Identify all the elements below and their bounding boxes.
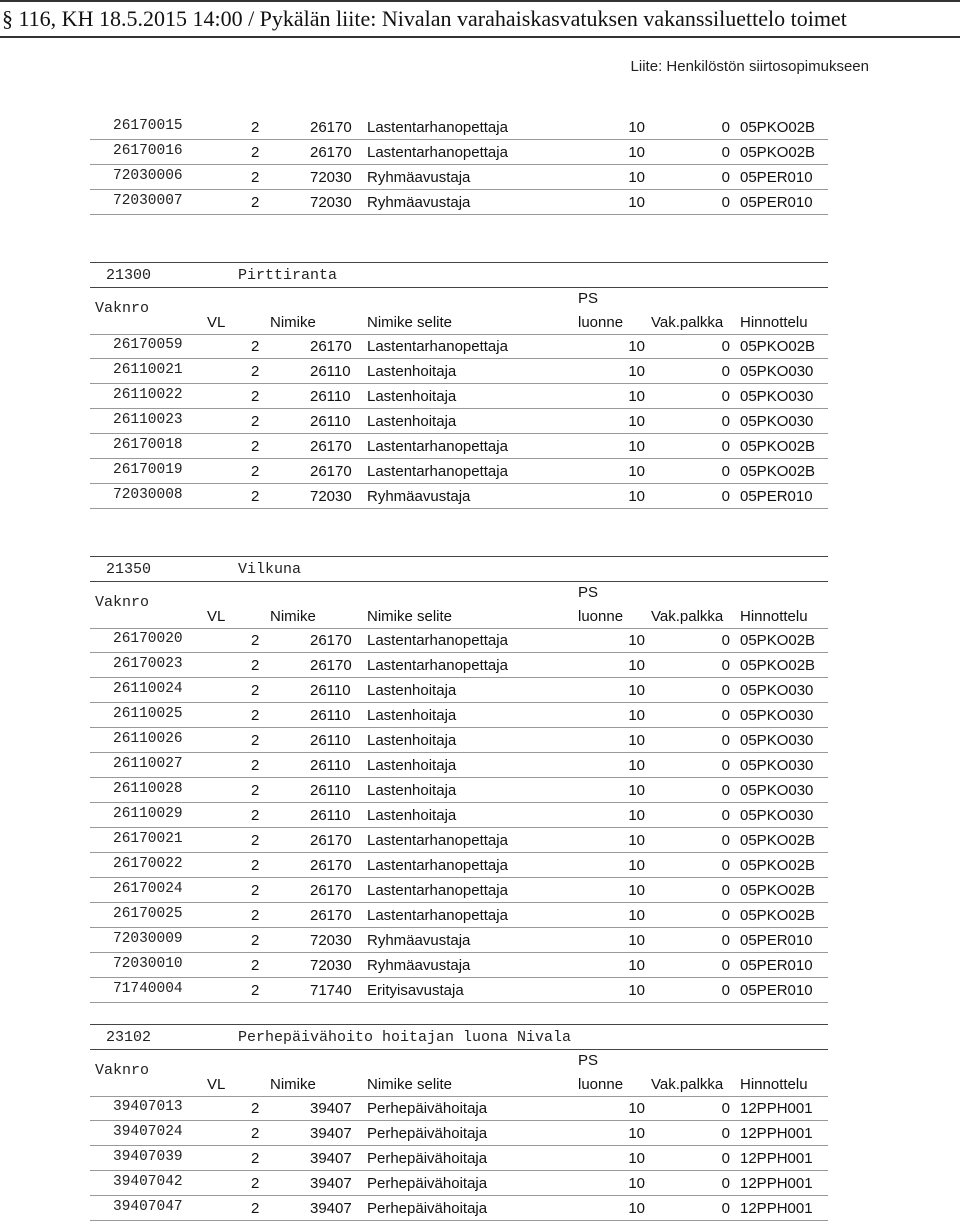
pricing-code: 05PER010 xyxy=(740,169,813,186)
col-luonne: luonne xyxy=(578,608,624,625)
title-code: 72030 xyxy=(310,169,352,186)
title-description: Lastentarhanopettaja xyxy=(367,144,508,161)
title-code: 26110 xyxy=(310,807,351,824)
col-ps: PS xyxy=(578,290,599,307)
pricing-code: 05PER010 xyxy=(740,982,813,999)
table-row xyxy=(90,928,828,953)
ps-nature: 10 xyxy=(628,882,645,899)
table-row xyxy=(90,1096,828,1121)
col-vak-palkka: Vak.palkka xyxy=(651,608,724,625)
vacancy-number: 26170019 xyxy=(113,462,183,478)
pricing-code: 05PKO02B xyxy=(740,907,816,924)
col-nimike: Nimike xyxy=(270,1076,316,1093)
title-description: Lastentarhanopettaja xyxy=(367,907,508,924)
title-code: 72030 xyxy=(310,957,352,974)
vacancy-number: 72030006 xyxy=(113,168,183,184)
column-header xyxy=(90,286,828,335)
vacancy-number: 26110027 xyxy=(113,756,183,772)
pricing-code: 05PKO02B xyxy=(740,632,816,649)
vl-value: 2 xyxy=(251,932,260,949)
pricing-code: 05PKO030 xyxy=(740,413,814,430)
title-description: Lastentarhanopettaja xyxy=(367,857,508,874)
vl-value: 2 xyxy=(251,807,260,824)
vacancy-salary: 0 xyxy=(721,413,730,430)
unit-code: 23102 xyxy=(106,1029,152,1046)
col-vaknro: Vaknro xyxy=(95,1062,150,1079)
vacancy-salary: 0 xyxy=(721,1200,730,1217)
unit-name: Vilkuna xyxy=(238,561,302,578)
unit-header xyxy=(90,556,828,582)
ps-nature: 10 xyxy=(628,144,645,161)
table-row xyxy=(90,334,828,359)
title-description: Lastentarhanopettaja xyxy=(367,882,508,899)
vl-value: 2 xyxy=(251,194,260,211)
table-row xyxy=(90,878,828,903)
pricing-code: 05PKO02B xyxy=(740,832,816,849)
vl-value: 2 xyxy=(251,782,260,799)
vl-value: 2 xyxy=(251,657,260,674)
title-description: Lastenhoitaja xyxy=(367,388,457,405)
title-description: Lastenhoitaja xyxy=(367,732,457,749)
title-code: 26110 xyxy=(310,363,351,380)
ps-nature: 10 xyxy=(628,707,645,724)
title-description: Perhepäivähoitaja xyxy=(367,1100,488,1117)
title-description: Lastentarhanopettaja xyxy=(367,338,508,355)
vacancy-number: 26110025 xyxy=(113,706,183,722)
table-row xyxy=(90,190,828,215)
title-description: Ryhmäavustaja xyxy=(367,194,471,211)
vacancy-salary: 0 xyxy=(721,169,730,186)
table-row xyxy=(90,1121,828,1146)
vacancy-number: 26170018 xyxy=(113,437,183,453)
vl-value: 2 xyxy=(251,363,260,380)
vl-value: 2 xyxy=(251,907,260,924)
column-header xyxy=(90,1048,828,1097)
table-row xyxy=(90,384,828,409)
col-vak-palkka: Vak.palkka xyxy=(651,314,724,331)
table-row xyxy=(90,728,828,753)
title-code: 26170 xyxy=(310,632,352,649)
vacancy-number: 26110021 xyxy=(113,362,183,378)
pricing-code: 05PKO030 xyxy=(740,807,814,824)
title-description: Erityisavustaja xyxy=(367,982,464,999)
title-code: 26110 xyxy=(310,757,351,774)
pricing-code: 05PKO030 xyxy=(740,363,814,380)
vacancy-salary: 0 xyxy=(721,119,730,136)
vacancy-salary: 0 xyxy=(721,907,730,924)
vl-value: 2 xyxy=(251,957,260,974)
vacancy-number: 72030008 xyxy=(113,487,183,503)
ps-nature: 10 xyxy=(628,932,645,949)
vl-value: 2 xyxy=(251,982,260,999)
title-description: Ryhmäavustaja xyxy=(367,169,471,186)
vacancy-salary: 0 xyxy=(721,757,730,774)
vl-value: 2 xyxy=(251,119,260,136)
vacancy-number: 26170024 xyxy=(113,881,183,897)
title-description: Lastentarhanopettaja xyxy=(367,632,508,649)
vl-value: 2 xyxy=(251,882,260,899)
pricing-code: 05PKO030 xyxy=(740,707,814,724)
title-code: 39407 xyxy=(310,1200,352,1217)
table-row xyxy=(90,115,828,140)
title-code: 39407 xyxy=(310,1175,352,1192)
title-description: Lastenhoitaja xyxy=(367,757,457,774)
title-code: 26110 xyxy=(310,707,351,724)
table-row xyxy=(90,1196,828,1221)
title-description: Ryhmäavustaja xyxy=(367,932,471,949)
title-code: 26170 xyxy=(310,438,352,455)
title-code: 26170 xyxy=(310,832,352,849)
pricing-code: 05PKO02B xyxy=(740,438,816,455)
vacancy-number: 26110026 xyxy=(113,731,183,747)
table-row xyxy=(90,434,828,459)
ps-nature: 10 xyxy=(628,463,645,480)
pricing-code: 05PKO02B xyxy=(740,657,816,674)
vl-value: 2 xyxy=(251,707,260,724)
vacancy-salary: 0 xyxy=(721,807,730,824)
title-description: Lastenhoitaja xyxy=(367,807,457,824)
title-code: 26170 xyxy=(310,907,352,924)
title-description: Perhepäivähoitaja xyxy=(367,1200,488,1217)
title-description: Perhepäivähoitaja xyxy=(367,1175,488,1192)
vl-value: 2 xyxy=(251,438,260,455)
vacancy-salary: 0 xyxy=(721,144,730,161)
unit-name: Pirttiranta xyxy=(238,267,338,284)
table-row xyxy=(90,978,828,1003)
vacancy-salary: 0 xyxy=(721,388,730,405)
pricing-code: 12PPH001 xyxy=(740,1200,813,1217)
col-hinnottelu: Hinnottelu xyxy=(740,608,808,625)
title-code: 26170 xyxy=(310,119,352,136)
vl-value: 2 xyxy=(251,488,260,505)
title-code: 71740 xyxy=(310,982,352,999)
pricing-code: 05PKO030 xyxy=(740,682,814,699)
col-vak-palkka: Vak.palkka xyxy=(651,1076,724,1093)
title-code: 72030 xyxy=(310,194,352,211)
vl-value: 2 xyxy=(251,757,260,774)
ps-nature: 10 xyxy=(628,1150,645,1167)
pricing-code: 05PER010 xyxy=(740,957,813,974)
col-vl: VL xyxy=(207,608,226,625)
ps-nature: 10 xyxy=(628,388,645,405)
vacancy-salary: 0 xyxy=(721,882,730,899)
vacancy-salary: 0 xyxy=(721,438,730,455)
title-code: 26170 xyxy=(310,338,352,355)
vacancy-number: 26110022 xyxy=(113,387,183,403)
vacancy-number: 26170021 xyxy=(113,831,183,847)
pricing-code: 12PPH001 xyxy=(740,1150,813,1167)
col-vaknro: Vaknro xyxy=(95,594,150,611)
ps-nature: 10 xyxy=(628,832,645,849)
table-row xyxy=(90,484,828,509)
vacancy-salary: 0 xyxy=(721,1150,730,1167)
vacancy-number: 26170022 xyxy=(113,856,183,872)
vacancy-number: 39407047 xyxy=(113,1199,183,1215)
vacancy-salary: 0 xyxy=(721,363,730,380)
vacancy-salary: 0 xyxy=(721,1175,730,1192)
ps-nature: 10 xyxy=(628,957,645,974)
col-vl: VL xyxy=(207,314,226,331)
vl-value: 2 xyxy=(251,169,260,186)
pricing-code: 12PPH001 xyxy=(740,1175,813,1192)
ps-nature: 10 xyxy=(628,782,645,799)
vacancy-number: 39407042 xyxy=(113,1174,183,1190)
pricing-code: 05PKO030 xyxy=(740,732,814,749)
vacancy-salary: 0 xyxy=(721,932,730,949)
vacancy-salary: 0 xyxy=(721,782,730,799)
vacancy-salary: 0 xyxy=(721,657,730,674)
title-description: Lastentarhanopettaja xyxy=(367,832,508,849)
title-code: 39407 xyxy=(310,1125,352,1142)
vacancy-salary: 0 xyxy=(721,194,730,211)
table-row xyxy=(90,359,828,384)
table-row xyxy=(90,803,828,828)
col-hinnottelu: Hinnottelu xyxy=(740,1076,808,1093)
vl-value: 2 xyxy=(251,857,260,874)
col-vaknro: Vaknro xyxy=(95,300,150,317)
table-row xyxy=(90,409,828,434)
col-ps: PS xyxy=(578,1052,599,1069)
pricing-code: 05PKO02B xyxy=(740,463,816,480)
vacancy-number: 26170020 xyxy=(113,631,183,647)
pricing-code: 05PKO02B xyxy=(740,338,816,355)
vacancy-salary: 0 xyxy=(721,832,730,849)
vacancy-number: 26170015 xyxy=(113,118,183,134)
table-row xyxy=(90,678,828,703)
unit-header xyxy=(90,262,828,288)
pricing-code: 05PKO030 xyxy=(740,388,814,405)
pricing-code: 05PER010 xyxy=(740,194,813,211)
vacancy-number: 26170025 xyxy=(113,906,183,922)
col-luonne: luonne xyxy=(578,1076,624,1093)
ps-nature: 10 xyxy=(628,757,645,774)
vl-value: 2 xyxy=(251,338,260,355)
column-header xyxy=(90,580,828,629)
vacancy-number: 26110028 xyxy=(113,781,183,797)
vl-value: 2 xyxy=(251,1175,260,1192)
title-description: Lastenhoitaja xyxy=(367,782,457,799)
vacancy-salary: 0 xyxy=(721,463,730,480)
vacancy-salary: 0 xyxy=(721,707,730,724)
title-code: 72030 xyxy=(310,488,352,505)
vacancy-number: 72030007 xyxy=(113,193,183,209)
ps-nature: 10 xyxy=(628,438,645,455)
ps-nature: 10 xyxy=(628,807,645,824)
ps-nature: 10 xyxy=(628,682,645,699)
vl-value: 2 xyxy=(251,413,260,430)
vacancy-salary: 0 xyxy=(721,1125,730,1142)
page-title: § 116, KH 18.5.2015 14:00 / Pykälän liite: Nivalan varahaiskasvatuksen vakanssiluettelo toimet xyxy=(0,0,960,38)
unit-name: Perhepäivähoito hoitajan luona Nivala xyxy=(238,1029,572,1046)
vacancy-number: 26110023 xyxy=(113,412,183,428)
col-nimike-selite: Nimike selite xyxy=(367,608,453,625)
table-row xyxy=(90,140,828,165)
table-row xyxy=(90,1146,828,1171)
table-row xyxy=(90,953,828,978)
title-description: Lastenhoitaja xyxy=(367,707,457,724)
vacancy-salary: 0 xyxy=(721,857,730,874)
vl-value: 2 xyxy=(251,1125,260,1142)
col-nimike: Nimike xyxy=(270,314,316,331)
table-row xyxy=(90,628,828,653)
table-row xyxy=(90,828,828,853)
pricing-code: 05PKO02B xyxy=(740,882,816,899)
vl-value: 2 xyxy=(251,1100,260,1117)
col-hinnottelu: Hinnottelu xyxy=(740,314,808,331)
title-description: Perhepäivähoitaja xyxy=(367,1125,488,1142)
ps-nature: 10 xyxy=(628,413,645,430)
vl-value: 2 xyxy=(251,388,260,405)
pricing-code: 12PPH001 xyxy=(740,1125,813,1142)
vl-value: 2 xyxy=(251,682,260,699)
table-row xyxy=(90,653,828,678)
vl-value: 2 xyxy=(251,732,260,749)
vacancy-salary: 0 xyxy=(721,982,730,999)
title-description: Lastenhoitaja xyxy=(367,682,457,699)
title-code: 39407 xyxy=(310,1100,352,1117)
vacancy-number: 72030009 xyxy=(113,931,183,947)
table-row xyxy=(90,703,828,728)
ps-nature: 10 xyxy=(628,488,645,505)
title-description: Lastentarhanopettaja xyxy=(367,119,508,136)
pricing-code: 05PER010 xyxy=(740,932,813,949)
ps-nature: 10 xyxy=(628,194,645,211)
vacancy-salary: 0 xyxy=(721,338,730,355)
ps-nature: 10 xyxy=(628,657,645,674)
vl-value: 2 xyxy=(251,832,260,849)
vacancy-salary: 0 xyxy=(721,957,730,974)
vacancy-number: 26110029 xyxy=(113,806,183,822)
vacancy-salary: 0 xyxy=(721,682,730,699)
pricing-code: 05PKO02B xyxy=(740,857,816,874)
title-description: Lastenhoitaja xyxy=(367,413,457,430)
ps-nature: 10 xyxy=(628,1125,645,1142)
title-description: Ryhmäavustaja xyxy=(367,488,471,505)
unit-header xyxy=(90,1024,828,1050)
title-code: 26170 xyxy=(310,857,352,874)
title-code: 26170 xyxy=(310,882,352,899)
col-ps: PS xyxy=(578,584,599,601)
pricing-code: 12PPH001 xyxy=(740,1100,813,1117)
table-row xyxy=(90,1171,828,1196)
table-row xyxy=(90,753,828,778)
title-code: 72030 xyxy=(310,932,352,949)
attachment-subtitle: Liite: Henkilöstön siirtosopimukseen xyxy=(630,58,869,75)
title-code: 26110 xyxy=(310,388,351,405)
title-description: Lastentarhanopettaja xyxy=(367,438,508,455)
vacancy-salary: 0 xyxy=(721,1100,730,1117)
pricing-code: 05PKO02B xyxy=(740,144,816,161)
table-row xyxy=(90,165,828,190)
vacancy-number: 71740004 xyxy=(113,981,183,997)
ps-nature: 10 xyxy=(628,907,645,924)
vacancy-salary: 0 xyxy=(721,632,730,649)
title-code: 26110 xyxy=(310,732,351,749)
title-description: Lastentarhanopettaja xyxy=(367,657,508,674)
vacancy-number: 26110024 xyxy=(113,681,183,697)
table-row xyxy=(90,853,828,878)
col-nimike: Nimike xyxy=(270,608,316,625)
unit-code: 21300 xyxy=(106,267,152,284)
vacancy-number: 26170059 xyxy=(113,337,183,353)
title-code: 26170 xyxy=(310,463,352,480)
title-description: Lastentarhanopettaja xyxy=(367,463,508,480)
vl-value: 2 xyxy=(251,1200,260,1217)
vacancy-salary: 0 xyxy=(721,732,730,749)
vacancy-number: 72030010 xyxy=(113,956,183,972)
ps-nature: 10 xyxy=(628,363,645,380)
title-description: Ryhmäavustaja xyxy=(367,957,471,974)
col-vl: VL xyxy=(207,1076,226,1093)
vl-value: 2 xyxy=(251,463,260,480)
ps-nature: 10 xyxy=(628,119,645,136)
ps-nature: 10 xyxy=(628,1200,645,1217)
vacancy-salary: 0 xyxy=(721,488,730,505)
ps-nature: 10 xyxy=(628,1175,645,1192)
ps-nature: 10 xyxy=(628,1100,645,1117)
pricing-code: 05PKO02B xyxy=(740,119,816,136)
col-nimike-selite: Nimike selite xyxy=(367,1076,453,1093)
title-code: 26110 xyxy=(310,413,351,430)
col-luonne: luonne xyxy=(578,314,624,331)
pricing-code: 05PKO030 xyxy=(740,782,814,799)
vacancy-number: 39407013 xyxy=(113,1099,183,1115)
pricing-code: 05PER010 xyxy=(740,488,813,505)
table-row xyxy=(90,778,828,803)
ps-nature: 10 xyxy=(628,632,645,649)
title-code: 39407 xyxy=(310,1150,352,1167)
title-code: 26170 xyxy=(310,657,352,674)
vl-value: 2 xyxy=(251,144,260,161)
vacancy-number: 39407024 xyxy=(113,1124,183,1140)
ps-nature: 10 xyxy=(628,169,645,186)
ps-nature: 10 xyxy=(628,857,645,874)
title-description: Perhepäivähoitaja xyxy=(367,1150,488,1167)
pricing-code: 05PKO030 xyxy=(740,757,814,774)
vacancy-number: 39407039 xyxy=(113,1149,183,1165)
unit-code: 21350 xyxy=(106,561,152,578)
vl-value: 2 xyxy=(251,632,260,649)
title-code: 26110 xyxy=(310,782,351,799)
ps-nature: 10 xyxy=(628,982,645,999)
table-row xyxy=(90,903,828,928)
vl-value: 2 xyxy=(251,1150,260,1167)
ps-nature: 10 xyxy=(628,732,645,749)
col-nimike-selite: Nimike selite xyxy=(367,314,453,331)
ps-nature: 10 xyxy=(628,338,645,355)
table-row xyxy=(90,459,828,484)
title-code: 26110 xyxy=(310,682,351,699)
vacancy-number: 26170016 xyxy=(113,143,183,159)
vacancy-number: 26170023 xyxy=(113,656,183,672)
title-description: Lastenhoitaja xyxy=(367,363,457,380)
title-code: 26170 xyxy=(310,144,352,161)
